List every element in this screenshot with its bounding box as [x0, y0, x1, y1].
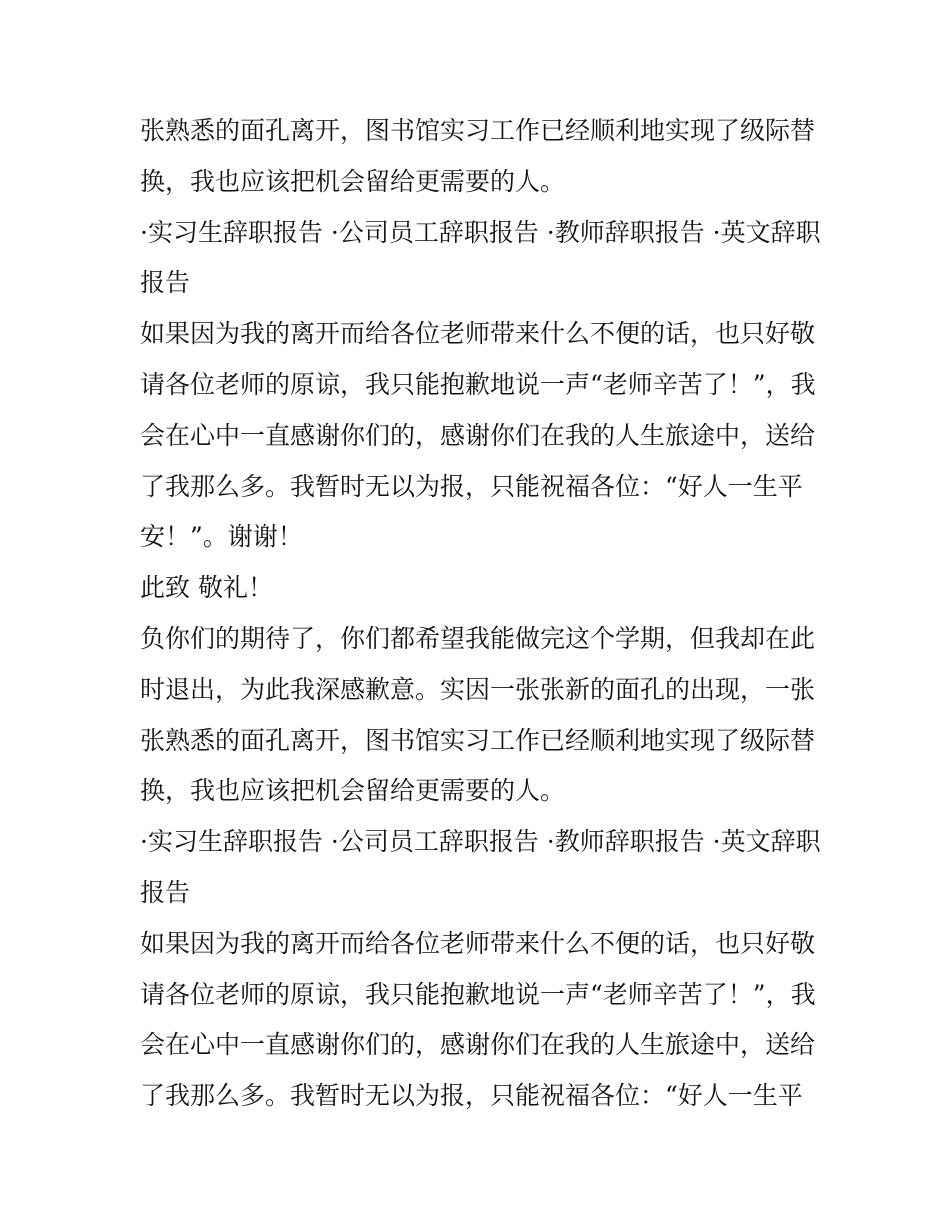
text-line: 张熟悉的面孔离开，图书馆实习工作已经顺利地实现了级际替: [140, 116, 816, 145]
text-line: 了我那么多。我暂时无以为报，只能祝福各位：“好人一生平: [140, 471, 803, 501]
text-line: 时退出，为此我深感歉意。实因一张张新的面孔的出现，一张: [140, 674, 816, 704]
text-line: 报告: [140, 268, 191, 298]
text-line: 会在心中一直感谢你们的，感谢你们在我的人生旅途中，送给: [140, 420, 816, 450]
text-line: 请各位老师的原谅，我只能抱歉地说一声“老师辛苦了！”，我: [140, 369, 816, 399]
document-body: [140, 106, 821, 1122]
text-line: 会在心中一直感谢你们的，感谢你们在我的人生旅途中，送给: [140, 1030, 816, 1060]
text-line: 换，我也应该把机会留给更需要的人。: [140, 776, 566, 806]
text-line: 安！”。谢谢！: [140, 522, 303, 552]
text-line: 此致 敬礼！: [140, 573, 273, 603]
text-line: 张熟悉的面孔离开，图书馆实习工作已经顺利地实现了级际替: [140, 725, 816, 755]
text-line: 报告: [140, 877, 191, 907]
text-line: 负你们的期待了，你们都希望我能做完这个学期，但我却在此: [140, 623, 816, 653]
text-line: ·实习生辞职报告 ·公司员工辞职报告 ·教师辞职报告 ·英文辞职: [140, 217, 821, 247]
text-line: 换，我也应该把机会留给更需要的人。: [140, 166, 566, 196]
text-line: 了我那么多。我暂时无以为报，只能祝福各位：“好人一生平: [140, 1081, 803, 1111]
text-line: 请各位老师的原谅，我只能抱歉地说一声“老师辛苦了！”，我: [140, 979, 816, 1009]
text-line: 如果因为我的离开而给各位老师带来什么不便的话，也只好敬: [140, 928, 816, 958]
text-line: ·实习生辞职报告 ·公司员工辞职报告 ·教师辞职报告 ·英文辞职: [140, 827, 821, 857]
text-line: 如果因为我的离开而给各位老师带来什么不便的话，也只好敬: [140, 319, 816, 349]
